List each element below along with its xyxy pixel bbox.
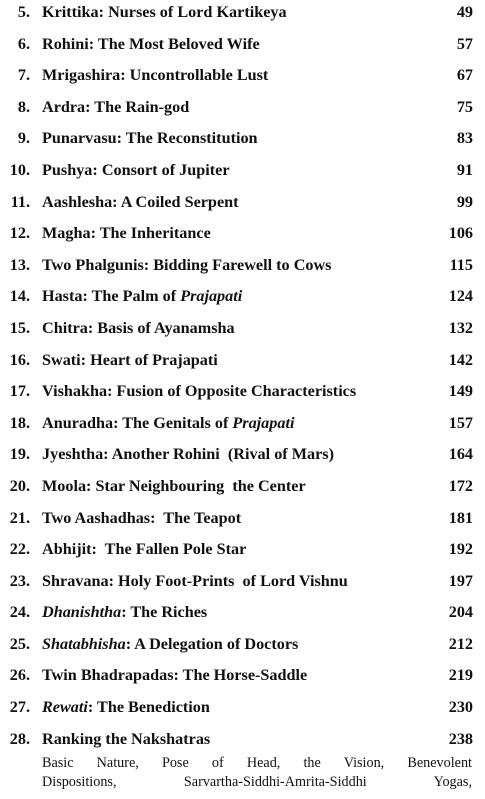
toc-entry: [0, 663, 485, 695]
page-number: 49: [456, 3, 473, 21]
chapter-number: 17.: [9, 382, 30, 401]
chapter-title: [42, 446, 334, 462]
chapter-title: [42, 731, 210, 747]
toc-entry: [0, 506, 485, 538]
chapter-title-text: Magha: The Inheritance: [42, 224, 211, 243]
page-number: 197: [448, 571, 473, 590]
chapter-title: [42, 478, 306, 494]
page-number: 83: [456, 129, 473, 148]
chapter-title: [42, 415, 294, 431]
chapter-28-subtopics: [42, 754, 472, 792]
chapter-title-text: Moola: Star Neighbouring the Center: [42, 476, 306, 495]
chapter-title: [42, 510, 241, 526]
chapter-title-text: Vishakha: Fusion of Opposite Characteristics: [42, 382, 357, 401]
page-number: 99: [456, 192, 473, 211]
page-number: 91: [456, 160, 473, 179]
chapter-title-italic: Shatabhisha: [42, 634, 126, 653]
chapter-number: 6.: [17, 34, 30, 53]
chapter-title: [42, 667, 307, 683]
chapter-title-text: Shravana: Holy Foot-Prints of Lord Vishnu: [42, 571, 348, 590]
toc-entry: [0, 63, 485, 95]
chapter-title: [42, 4, 287, 20]
chapter-number: 11.: [10, 192, 30, 211]
toc-entry: [0, 348, 485, 380]
chapter-title: [42, 604, 207, 620]
page-number: 172: [448, 476, 473, 495]
page-number: 132: [448, 318, 473, 337]
chapter-title-text: Ardra: The Rain-god: [42, 97, 190, 116]
chapter-title: [42, 541, 246, 557]
page-number: 238: [448, 729, 473, 748]
chapter-title: [42, 320, 235, 336]
chapter-title-text: Anuradha: The Genitals of: [42, 413, 233, 432]
chapter-title: [42, 288, 242, 304]
page-number: 57: [456, 34, 473, 53]
page-number: 230: [448, 698, 473, 717]
toc-entry: [0, 284, 485, 316]
chapter-title: [42, 699, 210, 715]
chapter-title-text: Two Aashadhas: The Teapot: [42, 508, 242, 527]
chapter-title: [42, 130, 258, 146]
chapter-number: 24.: [9, 603, 30, 622]
chapter-title-text: Chitra: Basis of Ayanamsha: [42, 318, 235, 337]
subtopic-line: Basic Nature, Pose of Head, the Vision, Benevolent: [42, 755, 472, 771]
page-number: 212: [448, 634, 473, 653]
chapter-title-text: Krittika: Nurses of Lord Kartikeya: [42, 3, 287, 21]
chapter-title-text: Aashlesha: A Coiled Serpent: [42, 192, 239, 211]
toc-entry: [0, 158, 485, 190]
chapter-number: 19.: [9, 445, 30, 464]
page-number: 75: [456, 97, 473, 116]
chapter-number: 25.: [9, 634, 30, 653]
toc-entry: [0, 221, 485, 253]
chapter-number: 22.: [9, 540, 30, 559]
toc-entry: [0, 474, 485, 506]
toc-entry: [0, 126, 485, 158]
chapter-number: 7.: [17, 66, 30, 85]
chapter-number: 5.: [17, 3, 30, 21]
chapter-number: 20.: [9, 476, 30, 495]
page-number: 142: [448, 350, 473, 369]
page-number: 115: [449, 255, 473, 274]
toc-entry: [0, 253, 485, 285]
toc-entry: [0, 537, 485, 569]
chapter-title: [42, 257, 331, 273]
chapter-title: [42, 67, 268, 83]
toc-entry: [0, 442, 485, 474]
chapter-number: 16.: [9, 350, 30, 369]
chapter-number: 28.: [9, 729, 30, 748]
chapter-title-text: Punarvasu: The Reconstitution: [42, 129, 258, 148]
chapter-number: 9.: [17, 129, 30, 148]
chapter-title: [42, 573, 348, 589]
chapter-title-text: Rohini: The Most Beloved Wife: [42, 34, 260, 53]
chapter-title-text: Pushya: Consort of Jupiter: [42, 160, 230, 179]
toc-entry: [0, 316, 485, 348]
chapter-number: 14.: [9, 287, 30, 306]
chapter-title-text: Swati: Heart of Prajapati: [42, 350, 218, 369]
page-number: 106: [448, 224, 473, 243]
page-number: 192: [448, 540, 473, 559]
toc-entry: [0, 0, 485, 32]
chapter-title: [42, 636, 298, 652]
chapter-number: 12.: [9, 224, 30, 243]
chapter-title-text: : The Riches: [121, 603, 208, 622]
toc-entry: [0, 600, 485, 632]
chapter-title: [42, 36, 260, 52]
chapter-title-text: Jyeshtha: Another Rohini (Rival of Mars): [42, 445, 334, 464]
chapter-title: [42, 352, 218, 368]
chapter-title-text: Mrigashira: Uncontrollable Lust: [42, 66, 269, 85]
chapter-number: 21.: [9, 508, 30, 527]
chapter-number: 18.: [9, 413, 30, 432]
toc-entry: [0, 190, 485, 222]
toc-entry: [0, 379, 485, 411]
page-number: 157: [448, 413, 473, 432]
page-number: 67: [456, 66, 473, 85]
chapter-title-italic: Prajapati: [232, 413, 295, 432]
chapter-title-italic: Rewati: [42, 698, 88, 717]
toc-entry: [0, 95, 485, 127]
chapter-number: 13.: [9, 255, 30, 274]
page-number: 164: [448, 445, 473, 464]
page-number: 124: [448, 287, 473, 306]
chapter-number: 27.: [9, 698, 30, 717]
page-number: 149: [448, 382, 473, 401]
chapter-title: [42, 194, 239, 210]
page-number: 219: [448, 666, 473, 685]
toc-entry: [0, 695, 485, 727]
page-number: 204: [448, 603, 473, 622]
toc-entry: [0, 32, 485, 64]
chapter-title-text: : A Delegation of Doctors: [125, 634, 299, 653]
toc-entry: [0, 569, 485, 601]
chapter-title-text: Abhijit: The Fallen Pole Star: [42, 540, 247, 559]
chapter-title-text: Two Phalgunis: Bidding Farewell to Cows: [42, 255, 332, 274]
toc-entry: [0, 632, 485, 664]
toc-entry: [0, 411, 485, 443]
chapter-number: 8.: [17, 97, 30, 116]
chapter-title-text: Twin Bhadrapadas: The Horse-Saddle: [42, 666, 308, 685]
chapter-number: 10.: [9, 160, 30, 179]
chapter-title-text: : The Benediction: [87, 698, 210, 717]
chapter-number: 23.: [9, 571, 30, 590]
chapter-number: 15.: [9, 318, 30, 337]
page-number: 181: [448, 508, 473, 527]
subtopic-line: Dispositions, Sarvartha-Siddhi-Amrita-Siddhi Yogas,: [42, 774, 472, 790]
chapter-title: [42, 99, 189, 115]
chapter-title-italic: Dhanishtha: [42, 603, 122, 622]
chapter-title-text: Hasta: The Palm of: [42, 287, 181, 306]
chapter-title: [42, 225, 211, 241]
chapter-number: 26.: [9, 666, 30, 685]
chapter-title: [42, 162, 230, 178]
chapter-title: [42, 383, 356, 399]
chapter-title-italic: Prajapati: [180, 287, 243, 306]
chapter-title-text: Ranking the Nakshatras: [42, 729, 211, 748]
